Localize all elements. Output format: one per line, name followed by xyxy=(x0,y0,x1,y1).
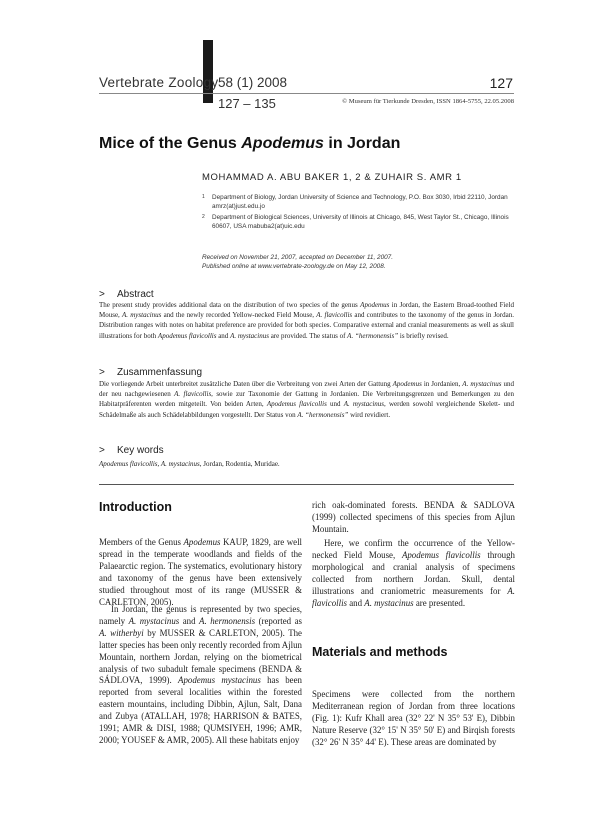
section-divider xyxy=(99,484,514,485)
heading-arrow-icon: > xyxy=(99,289,105,300)
introduction-paragraph-3: rich oak-dominated forests. BENDA & SADLOVA (1999) collected specimens of this species from Ajlun Mountain. xyxy=(312,500,515,534)
affiliation-text: Department of Biology, Jordan University of Science and Technology, P.O. Box 3030, Irbid 22110, Jordan amrz(at)just.edu.jo xyxy=(212,194,508,210)
affiliation-number: 2 xyxy=(202,214,205,220)
affiliation-2 xyxy=(202,214,512,231)
introduction-heading: Introduction xyxy=(99,500,172,514)
published-line: Published online at www.vertebrate-zoology.de on May 12, 2008. xyxy=(202,263,386,270)
keywords-text: Apodemus flavicollis, A. mystacinus, Jordan, Rodentia, Muridae. xyxy=(99,460,280,468)
received-dates xyxy=(202,253,512,271)
introduction-paragraph-4: Here, we confirm the occurrence of the Yellow-necked Field Mouse, Apodemus flavicollis through morphological and cranial analysis of specimens collected from northern Jordan. Skull, dental illustrations and craniometric measurements for A. flavicollis and A. mystacinus are presented. xyxy=(312,538,515,608)
affiliation-text: Department of Biological Sciences, University of Illinois at Chicago, 845, West Taylor St., Chicago, Illinois 60607, USA mabuba2(at)uic.edu xyxy=(212,214,509,230)
authors: MOHAMMAD A. ABU BAKER 1, 2 & ZUHAIR S. AMR 1 xyxy=(202,172,462,183)
title-part: in Jordan xyxy=(323,135,401,152)
heading-arrow-icon: > xyxy=(99,445,105,456)
abstract-heading: > Abstract xyxy=(99,289,154,300)
header-rule xyxy=(99,93,514,94)
affiliation-1 xyxy=(202,194,512,211)
page-range: 127 – 135 xyxy=(218,96,276,111)
methods-paragraph-1: Specimens were collected from the northern Mediterranean region of Jordan from three locations (Fig. 1): Kufr Khall area (32° 22' N 35° 53' E), Dibbin Nature Reserve (32° 15' N 35° 50' E) and Birqish forests (32° 26' N 35° 44' E). These areas are dominated by xyxy=(312,689,515,747)
journal-name: Vertebrate Zoology xyxy=(99,75,219,90)
keywords-heading: > Key words xyxy=(99,445,164,456)
introduction-paragraph-1: Members of the Genus Apodemus KAUP, 1829, are well spread in the temperate woodlands and fields of the Palaearctic region. The systematics, evolutionary history and taxonomy of the genus have been extensively studied throughout most of its range (MUSSER & CARLETON, 2005). xyxy=(99,537,302,607)
page-number: 127 xyxy=(489,75,513,91)
journal-volume: 58 (1) 2008 xyxy=(218,75,288,90)
affiliation-number: 1 xyxy=(202,194,205,200)
introduction-paragraph-2: In Jordan, the genus is represented by two species, namely A. mystacinus and A. hermonensis (reported as A. witherbyi by MUSSER & CARLETON, 2005). The latter species has been only recently recorded from Ajlun Mountain, northern Jordan, relying on the biometrical analysis of two subadult female specimens (BENDA & SÁDLOVA, 1999). Apodemus mystacinus has been reported from several localities within the forested eastern mountains, including Dibbin, Ajlun, Salt, Dana and Zubya (ATALLAH, 1978; HARRISON & BATES, 1991; AMR & DISI, 1988; QUMSIYEH, 1996; AMR, 2000; YOUSEF & AMR, 2005). All these habitats enjoy xyxy=(99,604,302,745)
heading-arrow-icon: > xyxy=(99,367,105,378)
title-part: Mice of the Genus xyxy=(99,135,242,152)
methods-heading: Materials and methods xyxy=(312,645,448,659)
title-genus: Apodemus xyxy=(241,135,324,152)
copyright-notice: © Museum für Tierkunde Dresden, ISSN 1864-5755, 22.05.2008 xyxy=(342,98,514,105)
article-title xyxy=(99,135,400,153)
received-line: Received on November 21, 2007, accepted on December 11, 2007. xyxy=(202,254,394,261)
abstract-text: The present study provides additional data on the distribution of two species of the genus Apodemus in Jordan, the Eastern Broad-toothed Field Mouse, A. mystacinus and the newly recorded Yellow-necked Field Mouse, A. flavicollis and contributes to the taxonomy of the genus in Jordan. Distribution ranges with notes on habitat preference are provided for both species. Comparative external and cranial measurements as well as skull illustrations for both Apodemus flavicollis and A. mystacinus are provided. The status of A. “hermonensis” is briefly revised. xyxy=(99,301,514,340)
zusammenfassung-heading: > Zusammenfassung xyxy=(99,367,203,378)
zusammenfassung-text: Die vorliegende Arbeit unterbreitet zusätzliche Daten über die Verbreitung von zwei Arten der Gattung Apodemus in Jordanien, A. mystacinus und der neu nachgewiesenen A. flavicollis, sowie zur Taxonomie der Gattung in Jordanien. Die Verbreitungsgrenzen und Bemerkungen zu den Habitatpräferenten werden mitgeteilt. Von beiden Arten, Apodemus flavicollis und A. mystacinus, werden sowohl vergleichende Skelett- und Schädelmaße als auch Schädelabbildungen vorgestellt. Der Status von A. “hermonensis” wird revidiert. xyxy=(99,380,515,419)
